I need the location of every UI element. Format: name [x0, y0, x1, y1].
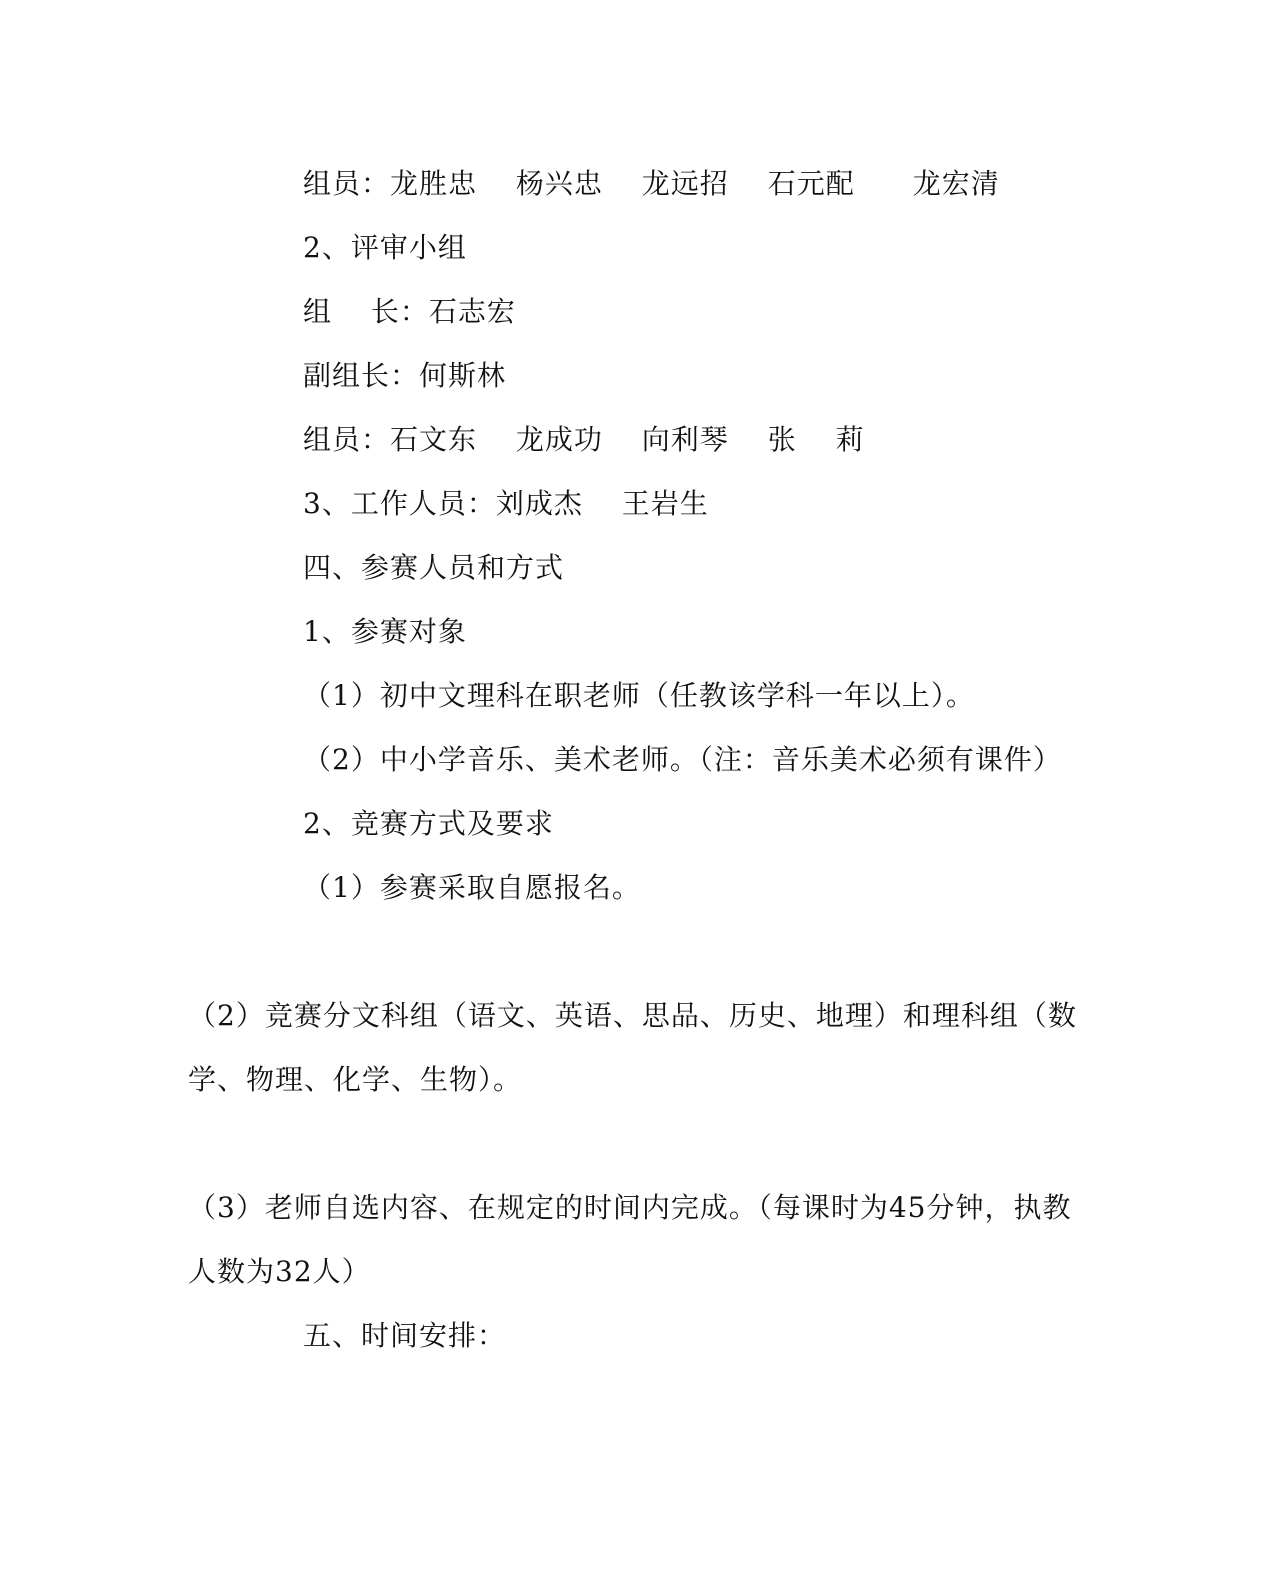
competition-method-heading: 2、竞赛方式及要求 — [303, 807, 554, 840]
section-four-heading: 四、参赛人员和方式 — [303, 551, 565, 584]
staff-line: 3、工作人员：刘成杰 王岩生 — [303, 487, 709, 520]
method-item-2-line-2: 学、物理、化学、生物）。 — [188, 1063, 523, 1096]
method-item-2-line-1: （2）竞赛分文科组（语文、英语、思品、历史、地理）和理科组（数 — [188, 999, 1077, 1032]
judging-group-members-line: 组员：龙胜忠 杨兴忠 龙远招 石元配 龙宏清 — [303, 167, 1000, 200]
review-group-heading: 2、评审小组 — [303, 231, 467, 264]
method-item-3-line-2: 人数为32人） — [188, 1255, 371, 1288]
participants-item-1: （1）初中文理科在职老师（任教该学科一年以上）。 — [303, 679, 975, 712]
method-item-1: （1）参赛采取自愿报名。 — [303, 871, 641, 904]
section-five-heading: 五、时间安排： — [303, 1319, 507, 1352]
review-group-leader-line: 组 长：石志宏 — [303, 295, 516, 328]
method-item-3-line-1: （3）老师自选内容、在规定的时间内完成。（每课时为45分钟，执教 — [188, 1191, 1072, 1224]
review-group-deputy-line: 副组长：何斯林 — [303, 359, 507, 392]
participants-item-2: （2）中小学音乐、美术老师。（注：音乐美术必须有课件） — [303, 743, 1062, 776]
review-group-members-line: 组员：石文东 龙成功 向利琴 张 莉 — [303, 423, 865, 456]
participants-heading: 1、参赛对象 — [303, 615, 467, 648]
